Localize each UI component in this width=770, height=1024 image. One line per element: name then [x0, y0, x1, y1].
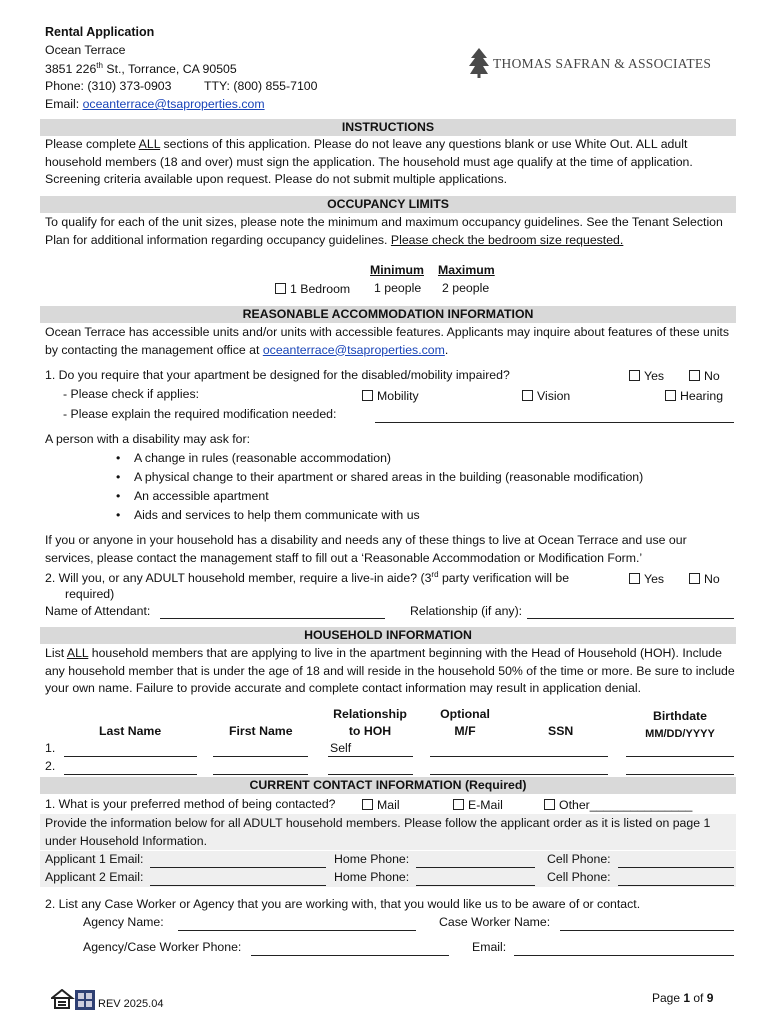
col-relationship: Relationship to HOH: [333, 707, 407, 738]
col-first-name: First Name: [229, 724, 293, 738]
q1-yes-checkbox[interactable]: [629, 370, 640, 381]
property-address: 3851 226th St., Torrance, CA 90505: [45, 61, 237, 77]
question-2: 2. Will you, or any ADULT household member, require a live-in aide? (3rd party verification will be: [45, 570, 570, 586]
accommodation-intro: Ocean Terrace has accessible units and/or units with accessible features. Applicants may inquire about features of these units by contacting the management office at oceanterrace@tsaproperties.com.: [45, 325, 729, 357]
mail-checkbox[interactable]: [362, 799, 373, 810]
relationship-self: Self: [330, 741, 352, 755]
col-birthdate: Birthdate MM/DD/YYYY: [645, 709, 715, 740]
applicant-1-cell-field[interactable]: [618, 867, 734, 868]
instructions-heading: INSTRUCTIONS: [40, 119, 736, 136]
bullet-item: • A change in rules (reasonable accommodation): [116, 451, 391, 465]
property-phone: Phone: (310) 373-0903: [45, 79, 172, 93]
other-option[interactable]: Other_______________: [544, 798, 692, 812]
accommodation-heading: REASONABLE ACCOMMODATION INFORMATION: [40, 306, 736, 323]
applicant-1-home-label: Home Phone:: [334, 852, 410, 866]
bullet-item: • A physical change to their apartment or shared areas in the building (reasonable modification): [116, 470, 644, 484]
row-number: 2.: [45, 759, 56, 773]
ssn-field[interactable]: [486, 756, 608, 757]
agency-email-label: Email:: [472, 940, 507, 954]
q2-no-checkbox[interactable]: [689, 573, 700, 584]
tree-icon: [468, 48, 490, 78]
check-applies-label: - Please check if applies:: [63, 387, 200, 401]
col-mf: Optional M/F: [440, 707, 490, 738]
bullet-item: • An accessible apartment: [116, 489, 269, 503]
relationship-field[interactable]: [328, 774, 413, 775]
case-worker-label: Case Worker Name:: [439, 915, 551, 929]
applicant-1-email-label: Applicant 1 Email:: [45, 852, 144, 866]
applicant-2-home-field[interactable]: [416, 885, 535, 886]
q2-yes-option[interactable]: Yes: [629, 572, 664, 586]
contact-heading: CURRENT CONTACT INFORMATION (Required): [40, 777, 736, 794]
vision-option[interactable]: Vision: [522, 389, 570, 403]
page-number: Page 1 of 9: [652, 991, 714, 1005]
revision-label: REV 2025.04: [98, 998, 164, 1010]
relationship-label: Relationship (if any):: [410, 604, 523, 618]
first-name-field[interactable]: [213, 774, 308, 775]
hearing-option[interactable]: Hearing: [665, 389, 723, 403]
q1-no-option[interactable]: No: [689, 369, 720, 383]
agency-name-field[interactable]: [178, 930, 416, 931]
mail-option[interactable]: Mail: [362, 798, 400, 812]
occupancy-max-value: 2 people: [442, 281, 490, 295]
applicant-2-cell-field[interactable]: [618, 885, 734, 886]
q1-no-checkbox[interactable]: [689, 370, 700, 381]
q2-yes-checkbox[interactable]: [629, 573, 640, 584]
applicant-2-cell-label: Cell Phone:: [547, 870, 611, 884]
property-email-line: Email: oceanterrace@tsaproperties.com: [45, 97, 265, 111]
mobility-option[interactable]: Mobility: [362, 389, 419, 403]
occupancy-col-max: Maximum: [438, 263, 495, 277]
applicant-1-home-field[interactable]: [416, 867, 535, 868]
relationship-field[interactable]: [328, 756, 413, 757]
bedroom-checkbox[interactable]: [275, 283, 286, 294]
occupancy-min-value: 1 people: [374, 281, 422, 295]
occupancy-heading: OCCUPANCY LIMITS: [40, 196, 736, 213]
ssn-field[interactable]: [486, 774, 608, 775]
bedroom-option[interactable]: 1 Bedroom: [275, 282, 350, 296]
attendant-name-field[interactable]: [160, 618, 385, 619]
applicant-2-email-label: Applicant 2 Email:: [45, 870, 144, 884]
company-name: THOMAS SAFRAN & ASSOCIATES: [493, 56, 712, 71]
explain-modification-field[interactable]: [375, 422, 734, 423]
applicant-1-cell-label: Cell Phone:: [547, 852, 611, 866]
company-logo: [468, 48, 490, 81]
property-email-link[interactable]: oceanterrace@tsaproperties.com: [82, 97, 265, 111]
household-text: List ALL household members that are applying to live in the apartment beginning with the Head of Household (HOH). Include any household member that is under the age of 18 and will reside in the household 50% of the time or more. Be sure to include your own name. Failure to provide accurate and complete contact information may result in application denial.: [45, 646, 735, 695]
email-checkbox[interactable]: [453, 799, 464, 810]
occupancy-text: To qualify for each of the unit sizes, please note the minimum and maximum occupancy guidelines. See the Tenant Selection Plan for additional information regarding occupancy guidelines. Please check the bedroom size requested.: [45, 215, 723, 247]
accommodation-email-link[interactable]: oceanterrace@tsaproperties.com: [262, 342, 445, 357]
first-name-field[interactable]: [213, 756, 308, 757]
provide-info-text: Provide the information below for all ADULT household members. Please follow the applicant order as it is listed on page 1 under Household Information.: [45, 816, 711, 848]
applicant-2-email-field[interactable]: [150, 885, 326, 886]
attendant-relationship-field[interactable]: [527, 618, 734, 619]
agency-phone-field[interactable]: [251, 955, 449, 956]
occupancy-col-min: Minimum: [370, 263, 424, 277]
agency-name-label: Agency Name:: [83, 915, 164, 929]
other-checkbox[interactable]: [544, 799, 555, 810]
property-name: Ocean Terrace: [45, 43, 126, 57]
equal-housing-logo: [51, 989, 97, 1014]
q2-no-option[interactable]: No: [689, 572, 720, 586]
instructions-text: Please complete ALL sections of this application. Please do not leave any questions blank or use White Out. ALL adult household members (18 and over) must sign the application. The household must age qualify at the time of application. Screening criteria available upon request. Please do not submit multiple applications.: [45, 137, 693, 186]
agency-email-field[interactable]: [514, 955, 734, 956]
vision-checkbox[interactable]: [522, 390, 533, 401]
bullet-item: • Aids and services to help them communicate with us: [116, 508, 420, 522]
may-ask-label: A person with a disability may ask for:: [45, 432, 251, 446]
case-worker-field[interactable]: [560, 930, 734, 931]
q1-yes-option[interactable]: Yes: [629, 369, 664, 383]
contact-staff-text: If you or anyone in your household has a disability and needs any of these things to live at Ocean Terrace and use our services, please contact the management staff to fill out a ‘Reasonable Accommodation or Modification Form.’: [45, 533, 687, 565]
question-1: 1. Do you require that your apartment be designed for the disabled/mobility impaired?: [45, 368, 510, 382]
agency-phone-label: Agency/Case Worker Phone:: [83, 940, 242, 954]
question-2-cont: required): [65, 587, 115, 601]
birthdate-field[interactable]: [626, 756, 734, 757]
household-heading: HOUSEHOLD INFORMATION: [40, 627, 736, 644]
last-name-field[interactable]: [64, 774, 197, 775]
applicant-1-email-field[interactable]: [150, 867, 326, 868]
property-tty: TTY: (800) 855-7100: [204, 79, 318, 93]
mobility-checkbox[interactable]: [362, 390, 373, 401]
row-number: 1.: [45, 741, 56, 755]
col-ssn: SSN: [548, 724, 574, 738]
equal-housing-icon: [51, 989, 97, 1011]
attendant-label: Name of Attendant:: [45, 604, 151, 618]
contact-question-2: 2. List any Case Worker or Agency that you are working with, that you would like us to be aware of or contact.: [45, 897, 641, 911]
email-option[interactable]: E-Mail: [453, 798, 503, 812]
hearing-checkbox[interactable]: [665, 390, 676, 401]
explain-label: - Please explain the required modification needed:: [63, 407, 337, 421]
col-last-name: Last Name: [99, 724, 162, 738]
last-name-field[interactable]: [64, 756, 197, 757]
birthdate-field[interactable]: [626, 774, 734, 775]
contact-question-1: 1. What is your preferred method of being contacted?: [45, 797, 336, 811]
form-title: Rental Application: [45, 25, 155, 39]
applicant-2-home-label: Home Phone:: [334, 870, 410, 884]
